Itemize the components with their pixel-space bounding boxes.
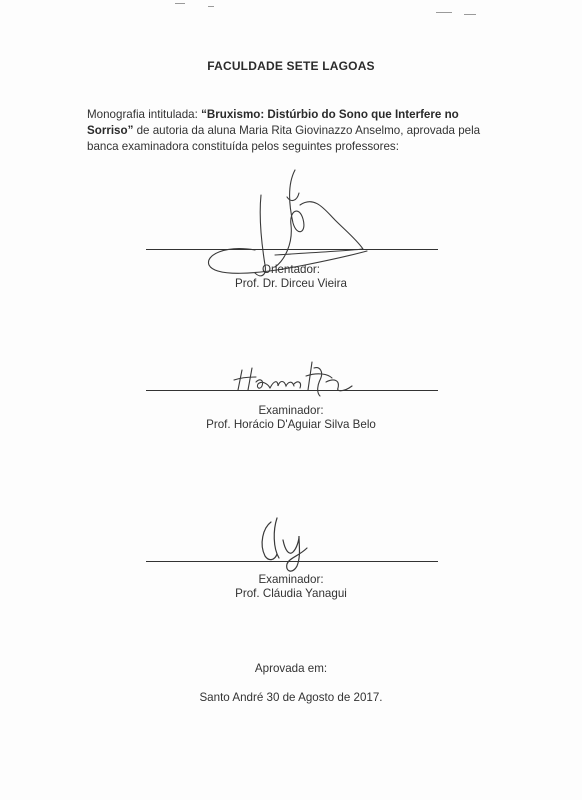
name-advisor: Prof. Dr. Dirceu Vieira (235, 277, 347, 290)
signature-line-advisor (146, 249, 438, 250)
monograph-title: “Bruxismo: Distúrbio do Sono que Interfere no Sorriso” (87, 108, 459, 137)
scan-artifact (208, 6, 214, 7)
handwritten-signature-examiner-1 (228, 350, 368, 400)
scan-artifact (175, 3, 185, 4)
approval-date: Santo André 30 de Agosto de 2017. (199, 691, 383, 704)
name-examiner-2: Prof. Cláudia Yanagui (235, 587, 347, 600)
institution-title: FACULDADE SETE LAGOAS (207, 59, 375, 73)
intro-suffix: de autoria da aluna Maria Rita Giovinazzo Anselmo, aprovada pela banca examinadora constituída pelos seguintes professores: (87, 124, 481, 153)
role-advisor: Orientador: (262, 263, 320, 276)
scan-artifact (436, 12, 452, 13)
handwritten-signature-examiner-2 (255, 510, 325, 580)
role-examiner-2: Examinador: (258, 573, 324, 586)
signature-line-examiner-2 (146, 561, 438, 562)
role-examiner-1: Examinador: (258, 404, 324, 417)
name-examiner-1: Prof. Horácio D'Aguiar Silva Belo (206, 418, 376, 431)
intro-prefix: Monografia intitulada: (87, 108, 202, 121)
signature-line-examiner-1 (146, 390, 438, 391)
scan-artifact (464, 14, 476, 15)
approval-label: Aprovada em: (254, 662, 328, 675)
intro-paragraph (87, 107, 491, 155)
